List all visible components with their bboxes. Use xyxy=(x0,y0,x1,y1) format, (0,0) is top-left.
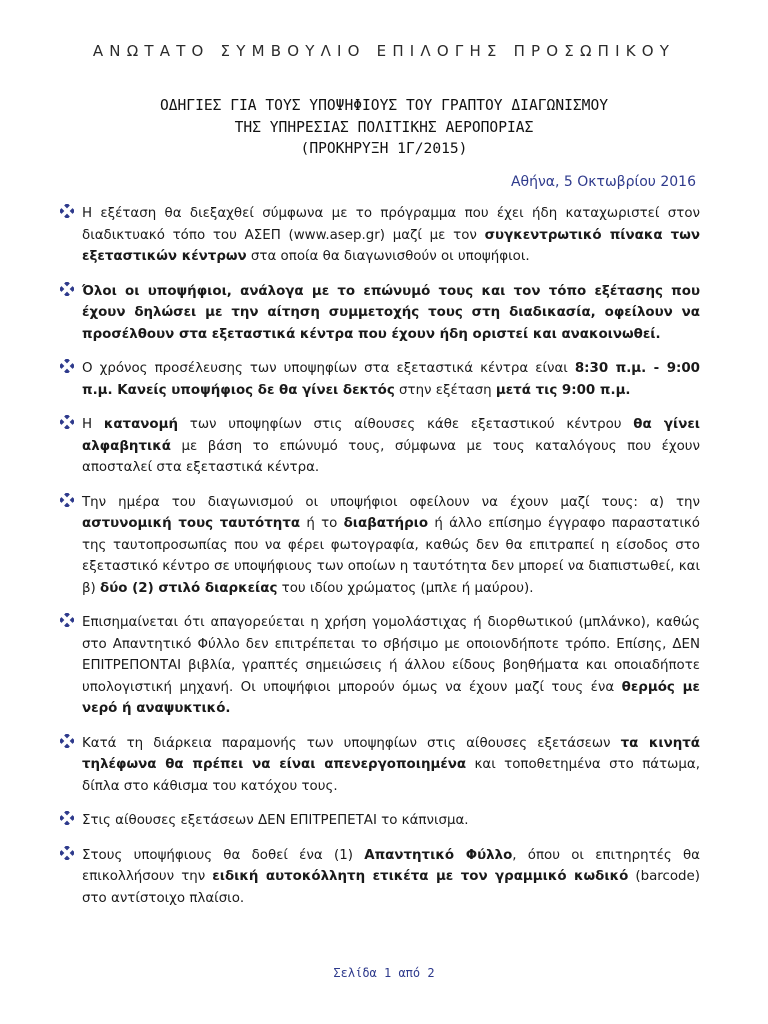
diamond-bullet-icon xyxy=(60,493,74,507)
body-text: Στους υποψήφιους θα δοθεί ένα (1) xyxy=(82,847,365,863)
body-text: Η εξέταση θα διεξαχθεί σύμφωνα με το πρόγραμμα που έχει ήδη καταχωριστεί στον διαδικτυακό τόπο του ΑΣΕΠ (www.asep.gr) μαζί με τον xyxy=(82,206,700,243)
body-text: ή το xyxy=(300,516,344,531)
body-text: ή άλλο επίσημο έγγραφο παραστατικό της ταυτοπροσωπίας που να φέρει φωτογραφία, καθώς δεν θα επιτραπεί η είσοδος στο εξεταστικό κέντρο σε υποψήφιους των οποίων η ταυτότητα δεν μπορεί να διαπιστωθεί, και β) xyxy=(82,516,700,596)
body-text: (barcode) στο αντίστοιχο πλαίσιο. xyxy=(82,869,700,906)
heading-line-1: ΟΔΗΓΙΕΣ ΓΙΑ ΤΟΥΣ ΥΠΟΨΗΦΙΟΥΣ ΤΟΥ ΓΡΑΠΤΟΥ ΔΙΑΓΩΝΙΣΜΟΥ xyxy=(159,97,609,114)
body-text: των υποψηφίων στις αίθουσες κάθε εξεταστικού κέντρου xyxy=(178,417,634,432)
emphasis-text: κατανομή xyxy=(103,417,179,432)
heading-line-2: ΤΗΣ ΥΠΗΡΕΣΙΑΣ ΠΟΛΙΤΙΚΗΣ ΑΕΡΟΠΟΡΙΑΣ xyxy=(234,118,534,136)
diamond-bullet-icon xyxy=(60,204,74,218)
body-text: και τοποθετημένα στο πάτωμα, δίπλα στο κάθισμα του κατόχου τους. xyxy=(82,757,700,794)
body-text: Ο χρόνος προσέλευσης των υποψηφίων στα εξεταστικά κέντρα είναι xyxy=(82,361,575,376)
diamond-bullet-icon xyxy=(60,613,74,627)
emphasis-text: τα κινητά τηλέφωνα θα πρέπει να είναι απενεργοποιημένα xyxy=(82,735,701,772)
diamond-bullet-icon xyxy=(60,846,74,860)
body-text: στα οποία θα διαγωνισθούν οι υποψήφιοι. xyxy=(246,249,530,264)
diamond-bullet-icon xyxy=(60,415,74,429)
diamond-bullet-icon xyxy=(60,734,74,748)
emphasis-text: ειδική αυτοκόλλητη ετικέτα με τον γραμμικό κωδικό xyxy=(212,869,629,884)
emphasis-text: δύο (2) στιλό διαρκείας xyxy=(100,580,278,596)
document-date: Αθήνα, 5 Οκτωβρίου 2016 xyxy=(510,174,696,190)
list-item xyxy=(60,358,700,401)
document-heading xyxy=(0,95,768,160)
list-item xyxy=(60,810,700,832)
list-item xyxy=(60,203,700,268)
emphasis-text: Όλοι οι υποψήφιοι, ανάλογα με το επώνυμό τους και τον τόπο εξέτασης που έχουν δηλώσει με την αίτηση συμμετοχής τους στη διαδικασία, οφείλουν να προσέλθουν στα εξεταστικά κέντρα που έχουν ήδη οριστεί και ανακοινωθεί. xyxy=(82,283,700,342)
body-text: με βάση το επώνυμό τους, σύμφωνα με τους καταλόγους που έχουν αποσταλεί στα εξεταστικά κέντρα. xyxy=(82,438,700,475)
emphasis-text: αστυνομική τους ταυτότητα xyxy=(82,516,301,531)
diamond-bullet-icon xyxy=(60,811,74,825)
body-text: Η xyxy=(82,417,104,432)
emphasis-text: θερμός με νερό ή αναψυκτικό. xyxy=(82,679,700,716)
list-item xyxy=(60,733,700,798)
list-item xyxy=(60,414,700,479)
body-text: , όπου οι επιτηρητές θα επικολλήσουν την xyxy=(82,847,700,884)
diamond-bullet-icon xyxy=(60,359,74,373)
body-text: του ιδίου χρώματος (μπλε ή μαύρου). xyxy=(277,580,534,596)
body-text: Στις αίθουσες εξετάσεων ΔΕΝ ΕΠΙΤΡΕΠΕΤΑΙ το κάπνισμα. xyxy=(82,813,469,828)
organization-title: ΑΝΩΤΑΤΟ ΣΥΜΒΟΥΛΙΟ ΕΠΙΛΟΓΗΣ ΠΡΟΣΩΠΙΚΟΥ xyxy=(92,42,676,60)
body-text: Επισημαίνεται ότι απαγορεύεται η χρήση γομολάστιχας ή διορθωτικού (μπλάνκο), καθώς στο Απαντητικό Φύλλο δεν επιτρέπεται το σβήσιμο με οποιονδήποτε τρόπο. Επίσης, ΔΕΝ ΕΠΙΤΡΕΠΟΝΤΑΙ βιβλία, γραπτές σημειώσεις ή άλλου είδους βοηθήματα και οποιαδήποτε υπολογιστική μηχανή. Οι υποψήφιοι μπορούν όμως να έχουν μαζί τους ένα xyxy=(82,615,700,695)
emphasis-text: θα γίνει αλφαβητικά xyxy=(82,417,700,454)
list-item xyxy=(60,281,700,346)
heading-line-3: (ΠΡΟΚΗΡΥΞΗ 1Γ/2015) xyxy=(300,140,468,157)
emphasis-text: συγκεντρωτικό πίνακα των εξεταστικών κέντρων xyxy=(82,227,700,264)
body-text: στην εξέταση xyxy=(394,382,496,398)
emphasis-text: 8:30 π.μ. - 9:00 π.μ. Κανείς υποψήφιος δε θα γίνει δεκτός xyxy=(82,361,700,398)
instructions-list xyxy=(60,203,700,922)
body-text: Την ημέρα του διαγωνισμού οι υποψήφιοι οφείλουν να έχουν μαζί τους: α) την xyxy=(82,494,700,510)
body-text: Κατά τη διάρκεια παραμονής των υποψηφίων στις αίθουσες εξετάσεων xyxy=(82,735,621,751)
list-item xyxy=(60,845,700,910)
list-item xyxy=(60,612,700,720)
emphasis-text: διαβατήριο xyxy=(343,516,429,531)
emphasis-text: Απαντητικό Φύλλο xyxy=(364,847,513,863)
list-item xyxy=(60,492,700,600)
page-number: Σελίδα 1 από 2 xyxy=(333,966,435,980)
emphasis-text: μετά τις 9:00 π.μ. xyxy=(495,382,631,398)
diamond-bullet-icon xyxy=(60,282,74,296)
